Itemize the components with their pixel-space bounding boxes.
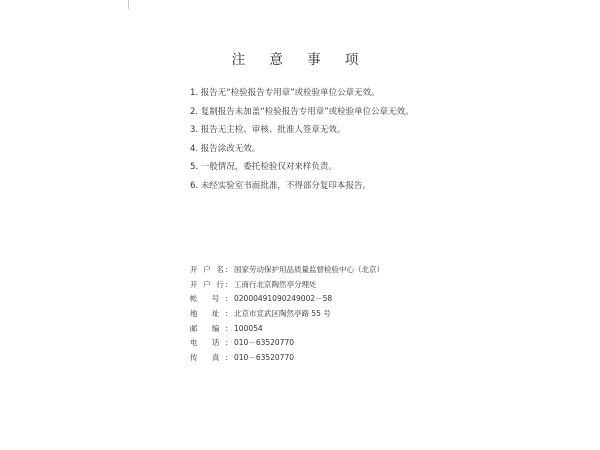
notice-list <box>190 84 414 195</box>
field-label: 邮 编: <box>190 323 228 333</box>
bank-row <box>190 278 384 293</box>
field-value: 100054 <box>234 323 263 333</box>
field-label: 开 户 行: <box>190 279 228 289</box>
field-value: 02000491090249002－58 <box>234 294 333 304</box>
notice-item: 2. 复制报告未加盖“检验报告专用章”或检验单位公章无效。 <box>190 106 414 117</box>
notice-item: 1. 报告无“检验报告专用章”或检验单位公章无效。 <box>190 88 380 98</box>
notice-item: 3. 报告无主检、审核、批准人签章无效。 <box>190 125 346 135</box>
field-label: 传 真: <box>190 353 228 363</box>
notice-item: 4. 报告涂改无效。 <box>190 143 261 154</box>
account-number-row <box>190 292 384 307</box>
field-value: 010－63520770 <box>234 338 294 348</box>
phone-row <box>190 336 384 351</box>
field-value: 北京市宣武区陶然亭路 55 号 <box>234 309 331 319</box>
fax-row <box>190 351 384 366</box>
field-value: 工商行北京陶然亭分理处 <box>234 279 317 289</box>
postcode-row <box>190 322 384 337</box>
notice-item: 6. 未经实验室书面批准，不得部分复印本报告。 <box>190 180 371 191</box>
contact-info <box>190 263 384 366</box>
page-title: 注 意 事 项 <box>231 52 369 68</box>
field-value: 010－63520770 <box>234 353 294 363</box>
scan-edge-mark <box>128 0 129 9</box>
field-label: 帐 号: <box>190 294 228 304</box>
field-value: 国家劳动保护用品质量监督检验中心（北京） <box>234 265 384 274</box>
account-name-row <box>190 263 384 278</box>
field-label: 地 址: <box>190 309 228 319</box>
field-label: 开 户 名: <box>190 265 228 274</box>
address-row <box>190 307 384 322</box>
field-label: 电 话: <box>190 338 228 348</box>
notice-item: 5. 一般情况，委托检验仅对来样负责。 <box>190 162 337 172</box>
